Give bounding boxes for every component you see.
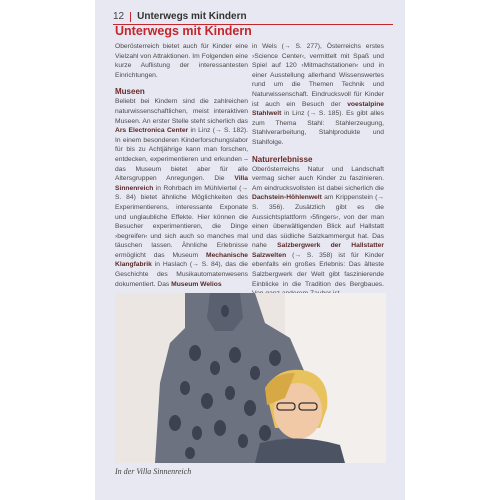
museen-paragraph [115,97,248,289]
header-divider [130,12,131,22]
right-column [252,42,384,305]
welios-text-1: in Wels (→ S. 277), Österreichs erstes ›Science Center‹, vermittelt mit Spaß und Spiel auf 120 ›Mitmachstationen‹ und in einer Ausstellung allerhand Wissenswertes rund um die Themen Technik und Naturwissenschaft. Eindrucksvoll für Kinder ist auch ein Besuch der [252,43,384,108]
keyword-salzwelten: Salzbergwerk der Hallstatter Salzwelten [252,242,384,259]
natur-paragraph [252,165,384,299]
book-page [95,0,405,500]
natur-text-3: (→ S. 358) ist für Kinder ebenfalls ein großes Erlebnis: Das älteste Salzbergwerk der Welt gibt faszinierende Einblicke in die Tradition des Bergbaues. [252,251,384,288]
natur-text-2: am Krippenstein (→ S. 356). Zusätzlich gibt es die Aussichtsplattform ›5fingers‹, von der man einen überwältigenden Blick auf Hallstatt und das südliche Salzkammergut hat. Das nahe [252,194,384,250]
keyword-klangfabrik: Mechanische Klangfabrik [115,251,248,269]
welios-text-2: in Linz (→ S. 185). Es gibt alles zum Thema Stahl: Stahlerzeugung, Stahlverarbeitung, Stahlprodukte und Stahlfolge. [252,110,384,146]
running-header [113,11,393,25]
museen-text-4: in Haslach (→ S. 84), das die Geschichte des Musikautomatenwesens dokumentiert. Das [115,261,248,288]
museen-text-1: Beliebt bei Kindern sind die zahlreichen naturwissenschaftlichen, meist interaktiven Museen. An erster Stelle steht sicherlich das [115,98,248,125]
welios-paragraph [252,42,384,148]
left-column [115,42,248,295]
photo-villa-sinnenreich [115,293,386,463]
running-title: Unterwegs mit Kindern [137,11,247,22]
intro-paragraph: Oberösterreich bietet auch für Kinder eine Vielzahl von Attraktionen. Im Folgenden eine kurze Auflistung der interessantesten Einrichtungen. [115,43,248,79]
sculpture-photo-illustration [115,293,386,463]
keyword-villa-sinnenreich: Villa Sinnenreich [115,175,248,192]
keyword-museum-welios: Museum Welios [171,280,222,288]
museen-heading: Museen [115,87,145,97]
museen-text-2: in Linz (→ S. 182). In einem besonderen Kinderforschungslabor für bis zu Achtjährige kann man forschen, entdecken, experimentieren und erkunden – das Museum bietet aber für alle Altersgruppen Anregungen. Die [115,127,248,183]
naturerlebnisse-heading: Naturerlebnisse [252,154,313,164]
keyword-ars-electronica: Ars Electronica Center [115,127,189,135]
museen-text-3: in Rohrbach im Mühlviertel (→ S. 84) bietet ähnliche Möglichkeiten des Experimentierens, interessante Exponate und unglaubliche Effekte. Hier können die Besucher experimentieren, die Dinge ›begreifen‹ und sich auch so manches mal täuschen lassen. Ähnliche Erlebnisse ermöglicht das Museum [115,184,248,259]
natur-text-1: Oberösterreichs Natur und Landschaft vermag sicher auch Kinder zu faszinieren. Am eindrucksvollsten ist dabei sicherlich die [252,165,384,192]
section-title: Unterwegs mit Kindern [115,24,252,38]
keyword-dachstein: Dachstein-Höhlenwelt [252,194,322,202]
page-number: 12 [113,11,125,22]
photo-caption: In der Villa Sinnenreich [115,467,192,476]
keyword-stahlwelt: voestalpine Stahlwelt [252,100,384,118]
